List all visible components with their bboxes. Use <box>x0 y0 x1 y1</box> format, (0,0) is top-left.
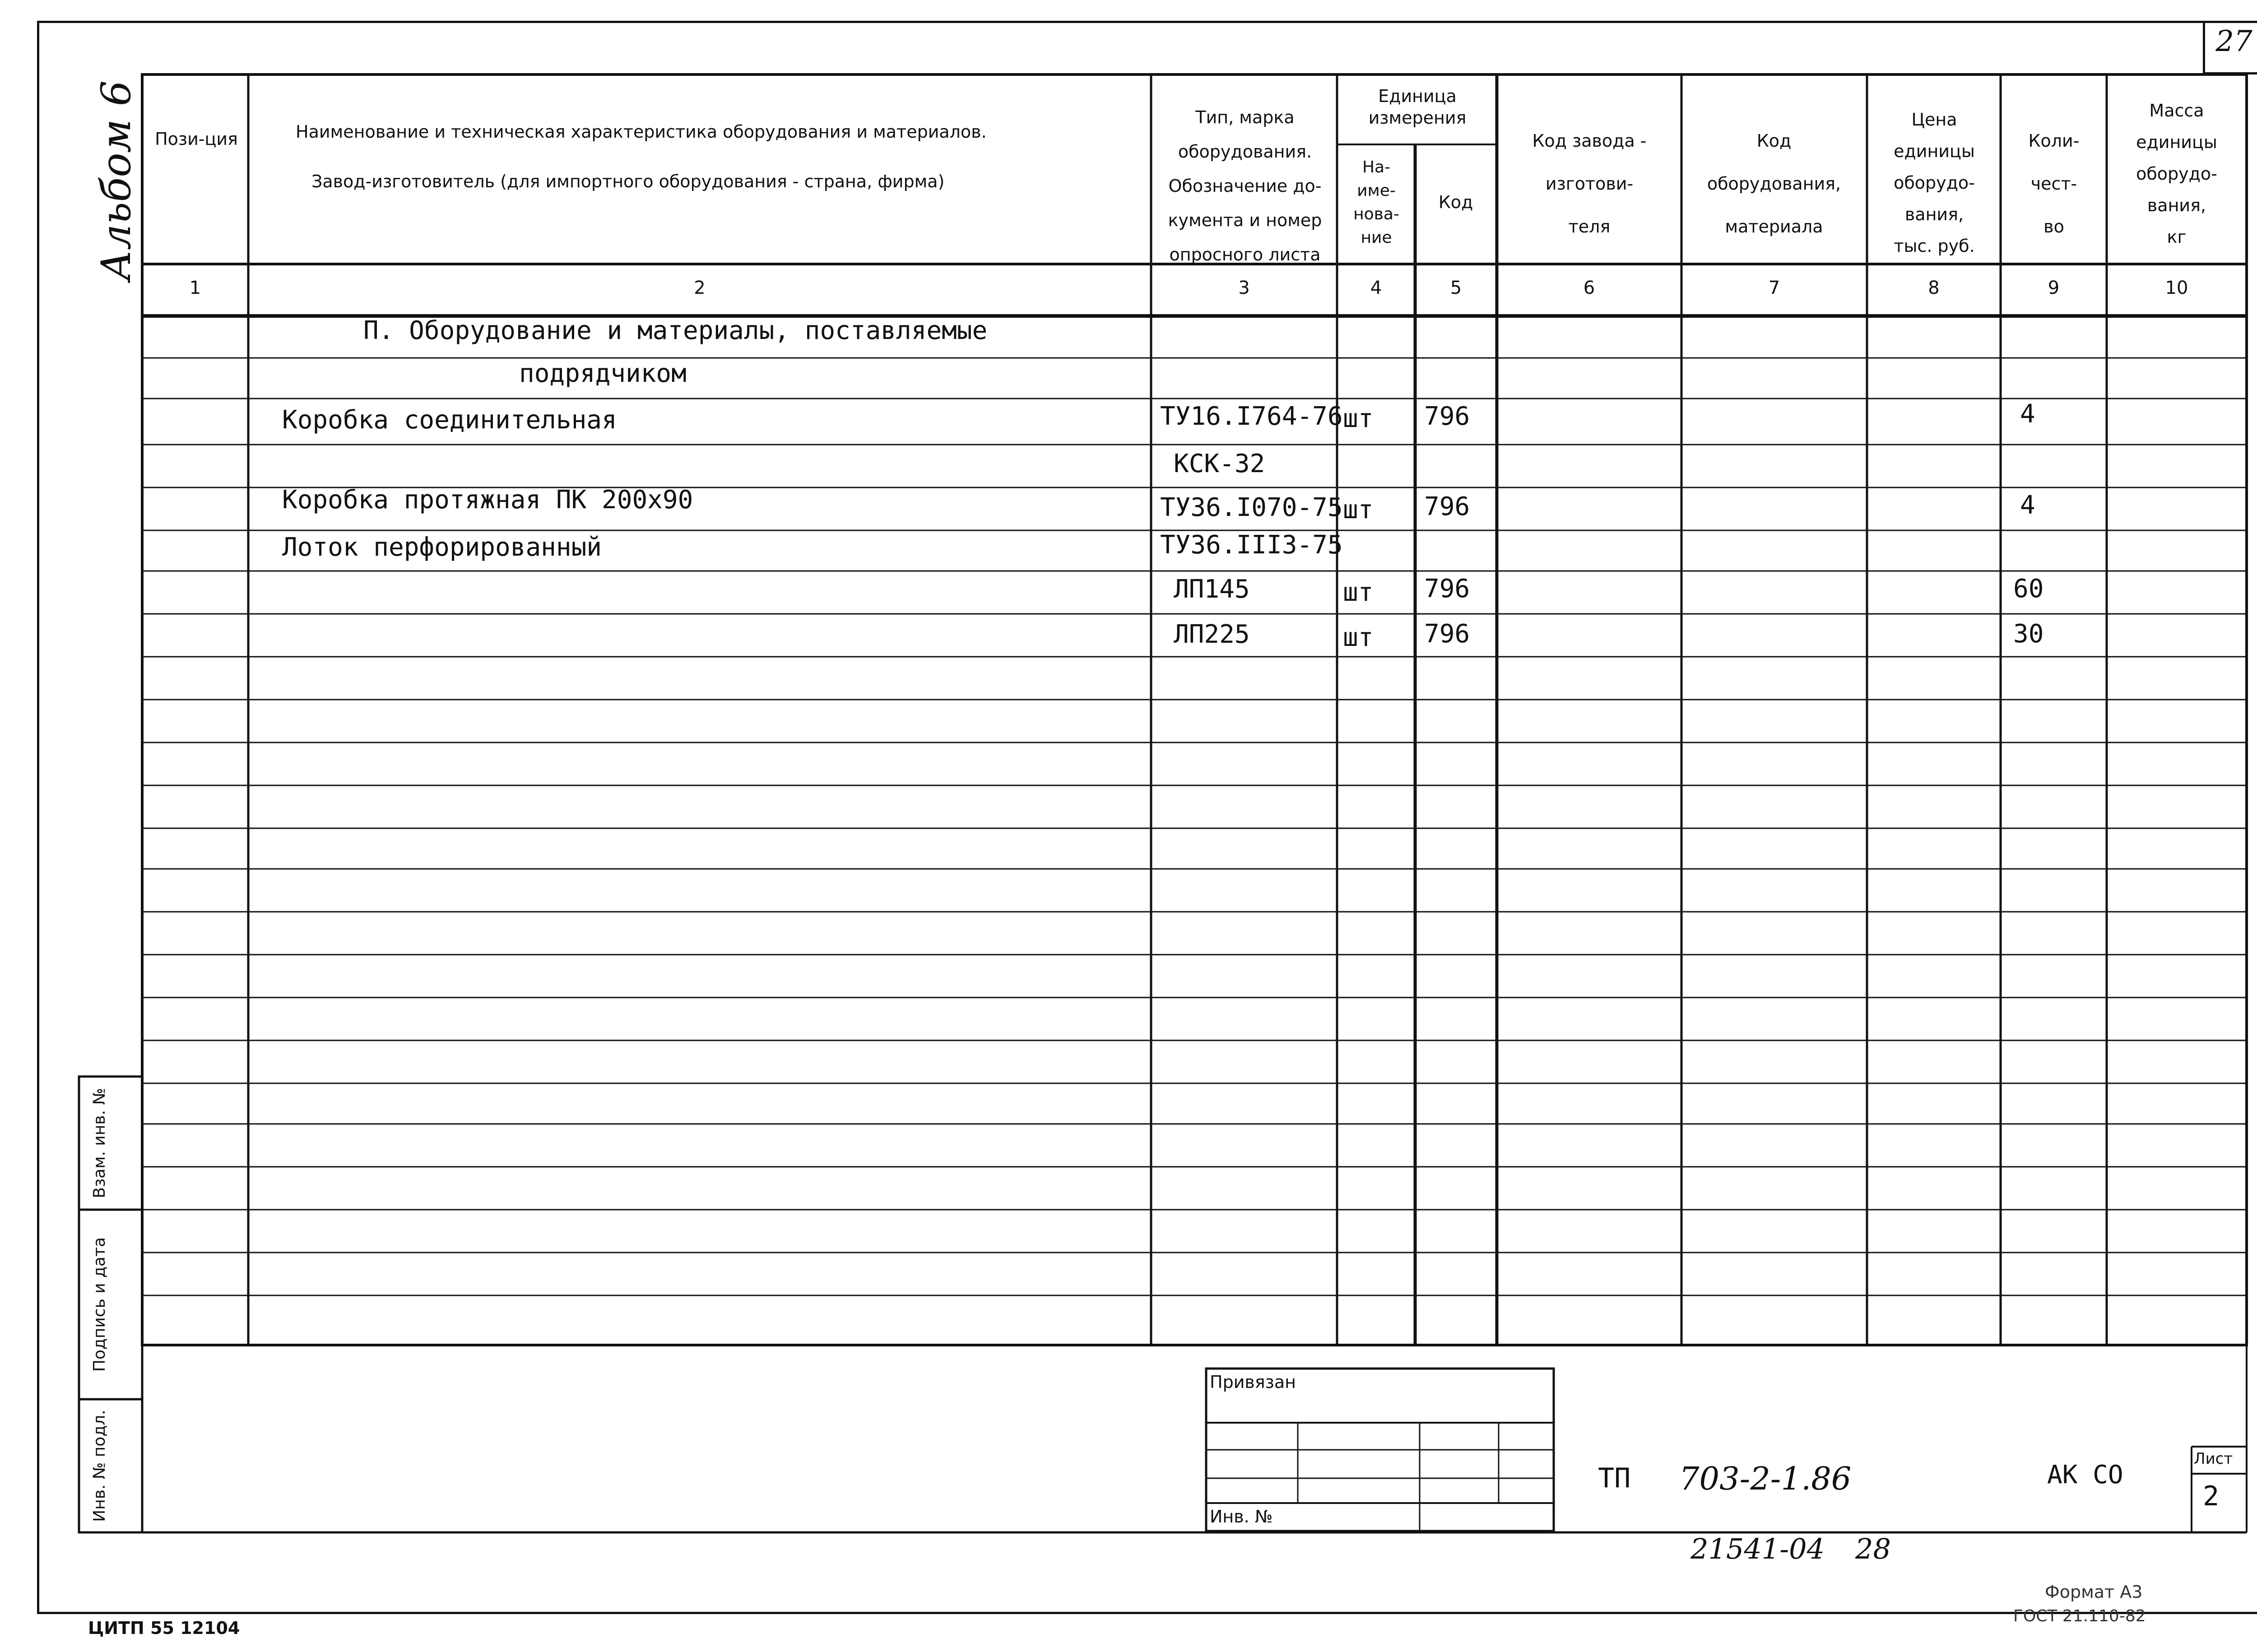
project-code: 703-2-1.86 <box>1679 1460 1852 1497</box>
side-label-original-inv: Инв. № подл. <box>90 1410 109 1522</box>
album-label: Альбом 6 <box>93 80 140 281</box>
table-row-unit: шт <box>1343 495 1374 524</box>
table-row-code: 796 <box>1424 619 1470 649</box>
header-factory-code: Код завода - изготови- теля <box>1532 131 1647 237</box>
header-quantity: Коли- чест- во <box>2028 131 2080 237</box>
table-row-type: ТУ36.III3-75 <box>1160 530 1343 560</box>
table-row-qty: 4 <box>2020 399 2035 429</box>
table-row-type: ТУ16.I764-76 <box>1160 402 1343 431</box>
table-row-name: Коробка соединительная <box>282 405 617 435</box>
side-label-replacement-inv: Взам. инв. № <box>90 1088 109 1198</box>
header-name-line1: Наименование и техническая характеристика оборудования и материалов. <box>296 122 987 142</box>
header-mass: Масса единицы оборудо- вания, кг <box>2136 101 2217 247</box>
page-number: 27 <box>2215 25 2252 58</box>
column-number-9: 9 <box>2048 278 2060 298</box>
footer-gost: ГОСТ 21.110-82 <box>2013 1607 2146 1625</box>
table-row-code: 796 <box>1424 402 1470 431</box>
footer-format: Формат А3 <box>2045 1582 2143 1602</box>
header-unit-price: Цена единицы оборудо- вания, тыс. руб. <box>1894 110 1975 256</box>
stamp-attached-label: Привязан <box>1210 1372 1296 1392</box>
table-row-qty: 30 <box>2013 619 2044 649</box>
side-label-signature-date: Подпись и дата <box>90 1237 109 1372</box>
header-equipment-code: Код оборудования, материала <box>1707 131 1841 237</box>
table-row-code: 796 <box>1424 574 1470 603</box>
header-unit-name: На- име- нова- ние <box>1353 158 1399 247</box>
table-row-name: Коробка протяжная ПК 200х90 <box>282 485 693 515</box>
column-number-8: 8 <box>1928 278 1940 298</box>
sheet-label: Лист <box>2194 1450 2233 1468</box>
table-row-name: П. Оборудование и материалы, поставляемые <box>363 316 988 345</box>
table-row-unit: шт <box>1343 578 1374 607</box>
header-name-line2: Завод-изготовитель (для импортного оборудования - страна, фирма) <box>311 172 945 191</box>
table-row-name: Лоток перфорированный <box>282 533 602 562</box>
footer-citp: ЦИТП 55 12104 <box>88 1618 240 1638</box>
table-row-qty: 60 <box>2013 574 2044 603</box>
project-prefix: ТП <box>1598 1462 1631 1494</box>
handwritten-page: 28 <box>1855 1532 1891 1565</box>
table-row-type: КСК-32 <box>1174 449 1265 478</box>
stamp-inv-label: Инв. № <box>1210 1507 1273 1527</box>
column-number-1: 1 <box>189 278 201 298</box>
handwritten-number: 21541-04 <box>1690 1532 1825 1565</box>
table-row-qty: 4 <box>2020 491 2035 520</box>
column-number-4: 4 <box>1370 278 1382 298</box>
table-row-type: ЛП145 <box>1174 575 1250 604</box>
table-row-unit: шт <box>1343 623 1374 652</box>
column-number-7: 7 <box>1768 278 1780 298</box>
column-number-2: 2 <box>694 278 706 298</box>
section-code: АК СО <box>2047 1460 2123 1490</box>
table-row-type: ЛП225 <box>1174 620 1250 649</box>
table-row-code: 796 <box>1424 492 1470 521</box>
table-row-name: подрядчиком <box>519 359 687 388</box>
column-number-10: 10 <box>2165 278 2188 298</box>
column-number-6: 6 <box>1583 278 1595 298</box>
table-row-type: ТУ36.I070-75 <box>1160 493 1343 522</box>
header-unit-code: Код <box>1438 192 1473 212</box>
header-unit: Единица измерения <box>1368 86 1467 128</box>
header-position: Пози-ция <box>155 129 238 149</box>
table-row-unit: шт <box>1343 404 1374 433</box>
sheet-number: 2 <box>2203 1480 2220 1512</box>
column-number-5: 5 <box>1450 278 1462 298</box>
column-number-3: 3 <box>1238 278 1250 298</box>
header-type: Тип, марка оборудования. Обозначение до- кумента и номер опросного листа <box>1168 107 1322 265</box>
